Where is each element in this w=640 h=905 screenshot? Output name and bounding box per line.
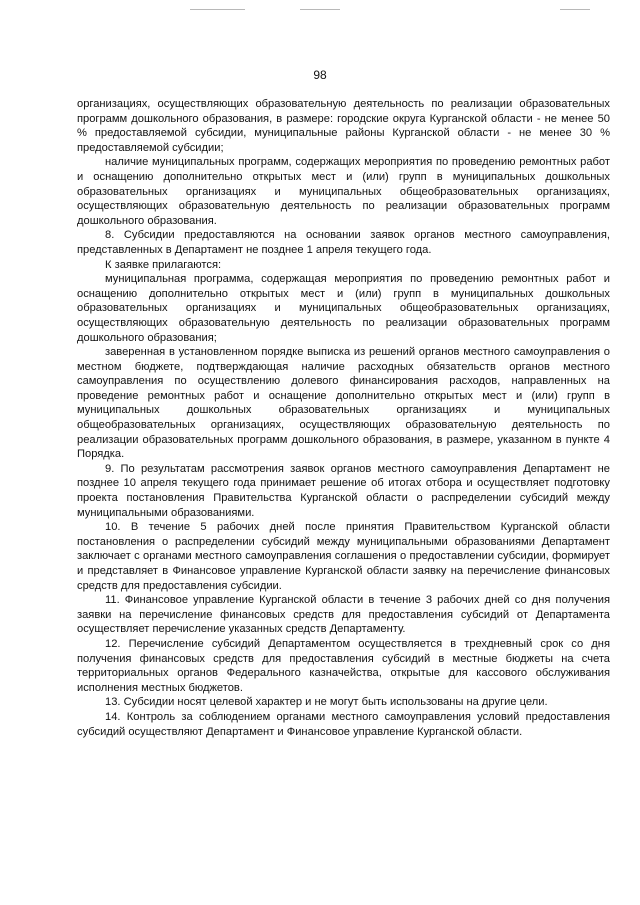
document-body bbox=[77, 97, 610, 739]
paragraph-clause-10: 10. В течение 5 рабочих дней после принятия Правительством Курганской области постановления о распределении субсидий между муниципальными образованиями Департамент заключает с органами местного самоуправления соглашения о предоставлении субсидии, формирует и представляет в Финансовое управление Курганской области заявку на перечисление финансовых средств для предоставления субсидии. bbox=[77, 521, 610, 592]
paragraph-clause-11: 11. Финансовое управление Курганской области в течение 3 рабочих дней со дня получения заявки на перечисление финансовых средств для предоставления субсидий от Департамента осуществляет перечисление указанных средств Департаменту. bbox=[77, 594, 610, 636]
paragraph-clause-9: 9. По результатам рассмотрения заявок органов местного самоуправления Департамент не позднее 10 апреля текущего года принимает решение об итогах отбора и осуществляет подготовку проекта постановления Правительства Курганской области о распределении субсидий между муниципальными образованиями. bbox=[77, 462, 610, 519]
paragraph-clause-13: 13. Субсидии носят целевой характер и не могут быть использованы на другие цели. bbox=[105, 696, 548, 709]
paragraph: муниципальная программа, содержащая мероприятия по проведению ремонтных работ и оснащению дополнительно открытых мест и (или) групп в муниципальных дошкольных образовательных организациях и муниципальных общеобразовательных организациях, осуществляющих образовательную деятельность по реализации образовательных программ дошкольного образования; bbox=[77, 273, 610, 344]
paragraph: наличие муниципальных программ, содержащих мероприятия по проведению ремонтных работ и оснащению дополнительно открытых мест и (или) групп в муниципальных дошкольных образовательных организациях и муниципальных общеобразовательных организациях, осуществляющих образовательную деятельность по реализации образовательных программ дошкольного образования. bbox=[77, 156, 610, 227]
paragraph: заверенная в установленном порядке выписка из решений органов местного самоуправления о местном бюджете, подтверждающая наличие расходных обязательств органов местного самоуправления по осуществлению долевого финансирования расходов, направленных на проведение ремонтных работ и оснащение дополнительно открытых мест и (или) групп в муниципальных дошкольных образовательных организациях и муниципальных общеобразовательных организациях, осуществляющих образовательную деятельность по реализации образовательных программ дошкольного образования, в размере, указанном в пункте 4 Порядка. bbox=[77, 346, 610, 461]
paragraph-continuation: организациях, осуществляющих образовательную деятельность по реализации образовательных программ дошкольного образования, в размере: городские округа Курганской области - не менее 50 % предоставляемой субсидии, муниципальные районы Курганской области - не менее 30 % предоставляемой субсидии; bbox=[77, 98, 610, 154]
scan-artifact-line bbox=[190, 9, 245, 10]
paragraph-clause-14: 14. Контроль за соблюдением органами местного самоуправления условий предоставления субсидий осуществляют Департамент и Финансовое управление Курганской области. bbox=[77, 710, 610, 738]
paragraph: К заявке прилагаются: bbox=[105, 258, 222, 271]
scan-artifact-line bbox=[300, 9, 340, 10]
paragraph-clause-8: 8. Субсидии предоставляются на основании заявок органов местного самоуправления, представленных в Департамент не позднее 1 апреля текущего года. bbox=[77, 229, 610, 256]
paragraph-clause-12: 12. Перечисление субсидий Департаментом осуществляется в трехдневный срок со дня получения финансовых средств для предоставления субсидий в местные бюджеты на счета территориальных органов Федерального казначейства, открытые для кассового обслуживания исполнения местных бюджетов. bbox=[77, 637, 610, 694]
scan-artifact-line bbox=[560, 9, 590, 10]
page-number: 98 bbox=[313, 68, 327, 82]
